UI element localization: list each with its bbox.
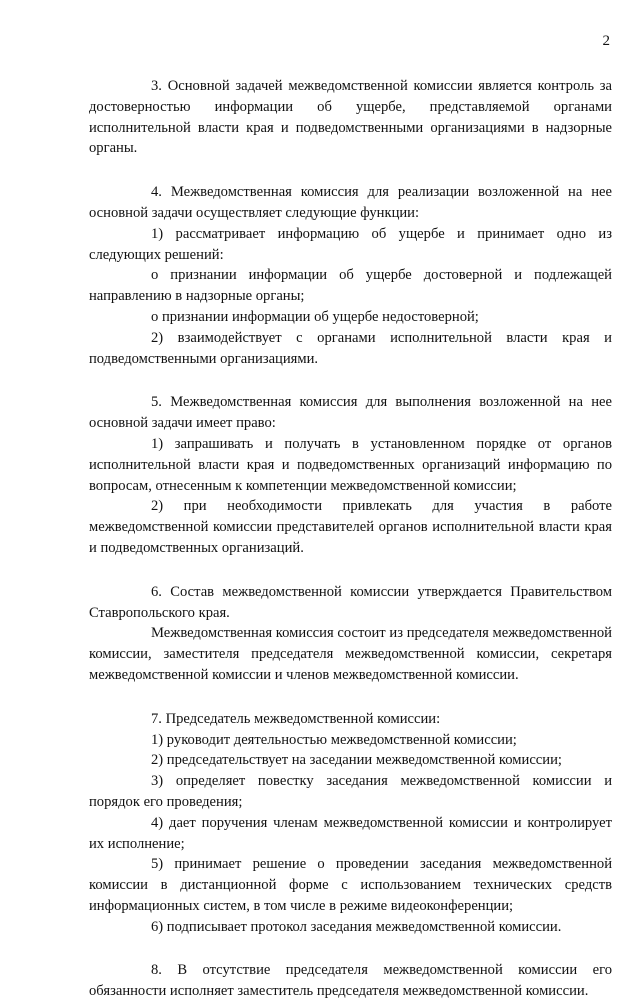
section-7: [89, 709, 612, 938]
section-8: [89, 960, 612, 1002]
paragraph: 8. В отсутствие председателя межведомственной комиссии его обязанности исполняет заместитель председателя межведомственной комиссии.: [89, 962, 612, 1000]
document-body: [89, 76, 612, 1002]
list-item: 3) определяет повестку заседания межведомственной комиссии и порядок его проведения;: [89, 773, 612, 810]
paragraph: 6. Состав межведомственной комиссии утверждается Правительством Ставропольского края.: [89, 583, 612, 621]
list-item: 6) подписывает протокол заседания межведомственной комиссии.: [151, 918, 562, 935]
list-item: о признании информации об ущербе достоверной и подлежащей направлению в надзорные органы;: [89, 267, 612, 305]
list-item: о признании информации об ущербе недостоверной;: [151, 308, 479, 325]
list-item: 2) председательствует на заседании межведомственной комиссии;: [151, 752, 562, 769]
section-6: [89, 582, 612, 686]
paragraph: 5. Межведомственная комиссия для выполнения возложенной на нее основной задачи имеет право:: [89, 394, 612, 432]
list-item: 5) принимает решение о проведении заседания межведомственной комиссии в дистанционной форме с использованием технических средств информационных систем, в том числе в режиме видеоконференции;: [89, 856, 612, 914]
list-item: 4) дает поручения членам межведомственной комиссии и контролирует их исполнение;: [89, 814, 612, 852]
section-4: [89, 182, 612, 369]
paragraph: Межведомственная комиссия состоит из председателя межведомственной комиссии, заместителя председателя межведомственной комиссии, секретаря межведомственной комиссии и членов межведомственной комиссии.: [89, 625, 612, 683]
list-item: 1) руководит деятельностью межведомственной комиссии;: [151, 731, 517, 748]
list-item: 1) запрашивать и получать в установленном порядке от органов исполнительной власти края и подведомственных организаций информацию по вопросам, отнесенным к компетенции межведомственной комиссии;: [89, 435, 612, 494]
list-item: 1) рассматривает информацию об ущербе и принимает одно из следующих решений:: [89, 225, 612, 263]
section-3: [89, 76, 612, 159]
paragraph: 4. Межведомственная комиссия для реализации возложенной на нее основной задачи осуществляет следующие функции:: [89, 184, 612, 221]
list-item: 2) взаимодействует с органами исполнительной власти края и подведомственными организациями.: [89, 329, 612, 367]
paragraph: 3. Основной задачей межведомственной комиссии является контроль за достоверностью информации об ущербе, представляемой органами исполнительной власти края и подведомственными организациями в надзорные органы.: [89, 78, 612, 157]
section-5: [89, 392, 612, 558]
paragraph: 7. Председатель межведомственной комиссии:: [151, 710, 441, 727]
list-item: 2) при необходимости привлекать для участия в работе межведомственной комиссии представителей органов исполнительной власти края и подведомственных организаций.: [89, 498, 612, 556]
page-number: 2: [602, 33, 610, 49]
